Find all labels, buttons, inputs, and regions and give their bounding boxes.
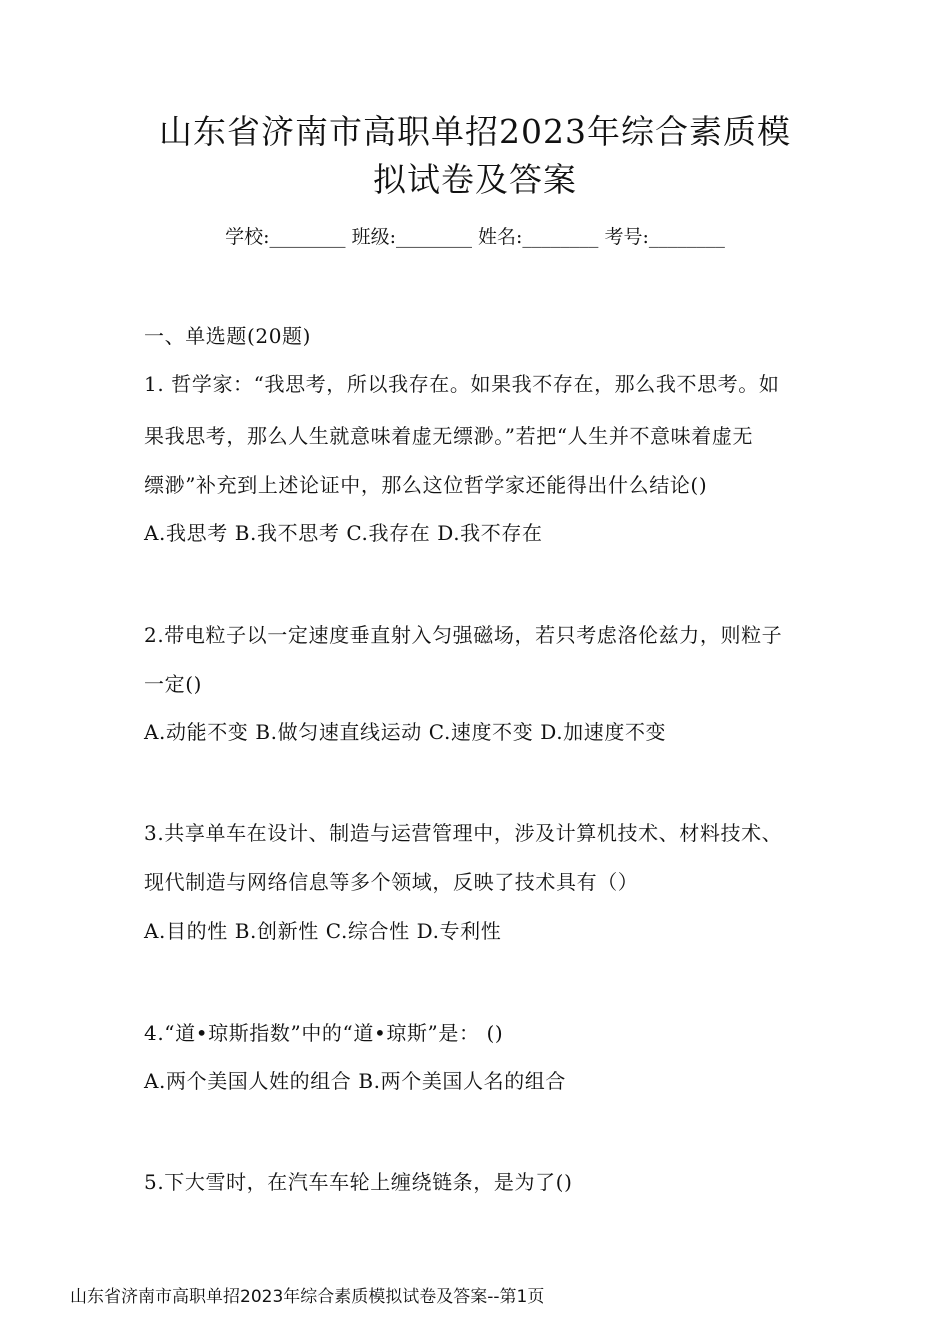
question-1-line-1: 1. 哲学家：“我思考，所以我存在。如果我不存在，那么我不思考。如	[144, 372, 780, 396]
question-5-line-1: 5.下大雪时，在汽车车轮上缠绕链条，是为了()	[144, 1170, 573, 1194]
question-4-line-1: 4.“道•琼斯指数”中的“道•琼斯”是： ()	[144, 1021, 504, 1045]
question-3-line-2: 现代制造与网络信息等多个领域，反映了技术具有（）	[144, 870, 639, 894]
question-2-line-1: 2.带电粒子以一定速度垂直射入匀强磁场，若只考虑洛伦兹力，则粒子	[144, 623, 783, 647]
page-footer: 山东省济南市高职单招2023年综合素质模拟试卷及答案--第1页	[70, 1287, 545, 1307]
question-2-options: A.动能不变 B.做匀速直线运动 C.速度不变 D.加速度不变	[144, 720, 667, 744]
question-3-line-1: 3.共享单车在设计、制造与运营管理中，涉及计算机技术、材料技术、	[144, 821, 783, 845]
question-3-options: A.目的性 B.创新性 C.综合性 D.专利性	[144, 919, 502, 943]
section-heading: 一、单选题(20题)	[144, 324, 312, 348]
question-4-options: A.两个美国人姓的组合 B.两个美国人名的组合	[144, 1069, 567, 1093]
question-1-line-2: 果我思考，那么人生就意味着虚无缥渺。”若把“人生并不意味着虚无	[144, 424, 754, 448]
document-title-line-1: 山东省济南市高职单招2023年综合素质模	[159, 112, 791, 151]
document-title-line-2: 拟试卷及答案	[373, 160, 577, 199]
question-2-line-2: 一定()	[144, 672, 203, 696]
question-1-line-3: 缥渺”补充到上述论证中，那么这位哲学家还能得出什么结论()	[144, 473, 708, 497]
question-1-options: A.我思考 B.我不思考 C.我存在 D.我不存在	[144, 521, 543, 545]
student-info-line: 学校:________ 班级:________ 姓名:________ 考号:________	[225, 226, 725, 248]
